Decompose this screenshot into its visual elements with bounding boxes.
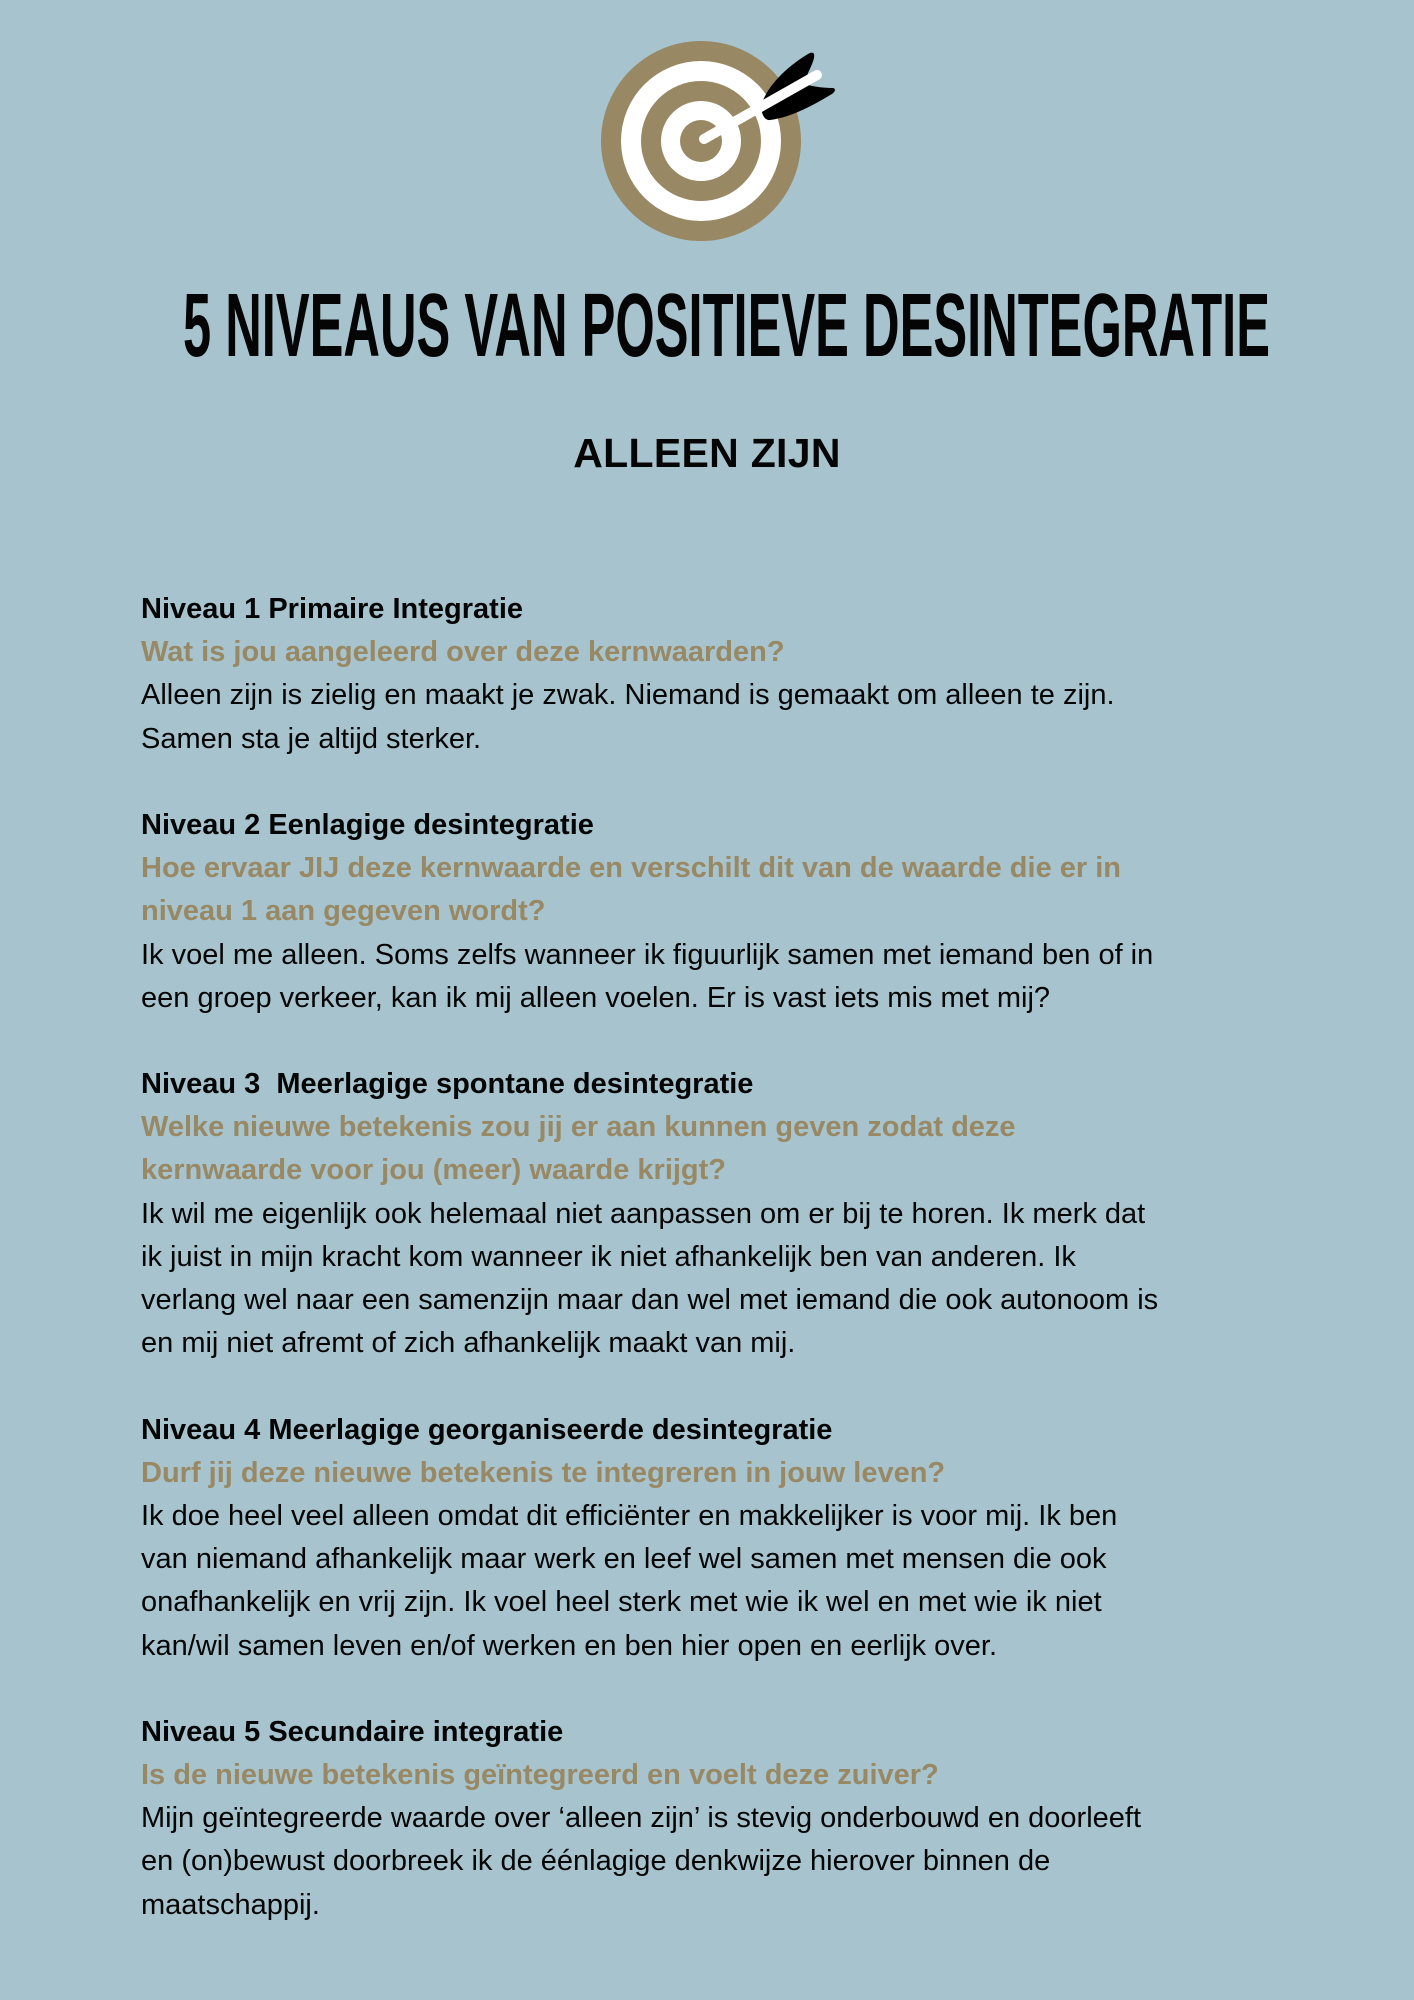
- level-body-line: Ik doe heel veel alleen omdat dit efficiënter en makkelijker is voor mij. Ik ben: [141, 1499, 1118, 1532]
- level-body-line: Alleen zijn is zielig en maakt je zwak. Niemand is gemaakt om alleen te zijn.: [141, 679, 1115, 712]
- level-section-3: [141, 1063, 1281, 1365]
- level-question-line: Wat is jou aangeleerd over deze kernwaarden?: [141, 636, 785, 669]
- level-body-line: en mij niet afremt of zich afhankelijk maakt van mij.: [141, 1327, 796, 1360]
- level-question-line: Welke nieuwe betekenis zou jij er aan kunnen geven zodat deze: [141, 1111, 1016, 1144]
- level-body-line: van niemand afhankelijk maar werk en leef wel samen met mensen die ook: [141, 1543, 1107, 1576]
- level-question-line: Durf jij deze nieuwe betekenis te integreren in jouw leven?: [141, 1456, 946, 1489]
- level-heading: Niveau 5 Secundaire integratie: [141, 1715, 564, 1748]
- page-title-text: 5 NIVEAUS VAN POSITIEVE DESINTEGRATIE: [183, 276, 1270, 376]
- level-section-4: [141, 1409, 1281, 1668]
- level-body-line: en (on)bewust doorbreek ik de éénlagige denkwijze hierover binnen de: [141, 1845, 1051, 1878]
- level-body-line: maatschappij.: [141, 1888, 320, 1921]
- level-heading: Niveau 2 Eenlagige desintegratie: [141, 808, 594, 841]
- level-section-5: [141, 1711, 1281, 1927]
- level-section-2: [141, 804, 1281, 1020]
- levels-list: [141, 588, 1281, 1970]
- page-title: [0, 270, 1414, 380]
- level-question-line: kernwaarde voor jou (meer) waarde krijgt?: [141, 1154, 727, 1187]
- level-body-line: ik juist in mijn kracht kom wanneer ik niet afhankelijk ben van anderen. Ik: [141, 1240, 1076, 1273]
- level-body-line: Mijn geïntegreerde waarde over ‘alleen zijn’ is stevig onderbouwd en doorleeft: [141, 1802, 1142, 1835]
- level-heading: Niveau 4 Meerlagige georganiseerde desintegratie: [141, 1413, 833, 1446]
- page-subtitle: ALLEEN ZIJN: [573, 430, 841, 476]
- level-question-line: Hoe ervaar JIJ deze kernwaarde en verschilt dit van de waarde die er in: [141, 852, 1121, 885]
- level-heading: Niveau 1 Primaire Integratie: [141, 593, 523, 625]
- target-with-arrow-icon: [590, 32, 840, 252]
- level-heading: Niveau 3 Meerlagige spontane desintegratie: [141, 1068, 754, 1101]
- level-body-line: kan/wil samen leven en/of werken en ben hier open en eerlijk over.: [141, 1629, 998, 1662]
- level-body-line: verlang wel naar een samenzijn maar dan wel met iemand die ook autonoom is: [141, 1284, 1159, 1316]
- level-body-line: Ik voel me alleen. Soms zelfs wanneer ik figuurlijk samen met iemand ben of in: [141, 938, 1154, 971]
- level-question-line: niveau 1 aan gegeven wordt?: [141, 895, 546, 928]
- level-question-line: Is de nieuwe betekenis geïntegreerd en voelt deze zuiver?: [141, 1759, 939, 1792]
- level-section-1: [141, 588, 1281, 761]
- level-body-line: onafhankelijk en vrij zijn. Ik voel heel sterk met wie ik wel en met wie ik niet: [141, 1586, 1102, 1619]
- level-body-line: Samen sta je altijd sterker.: [141, 722, 482, 755]
- level-body-line: een groep verkeer, kan ik mij alleen voelen. Er is vast iets mis met mij?: [141, 981, 1051, 1014]
- level-body-line: Ik wil me eigenlijk ook helemaal niet aanpassen om er bij te horen. Ik merk dat: [141, 1197, 1146, 1230]
